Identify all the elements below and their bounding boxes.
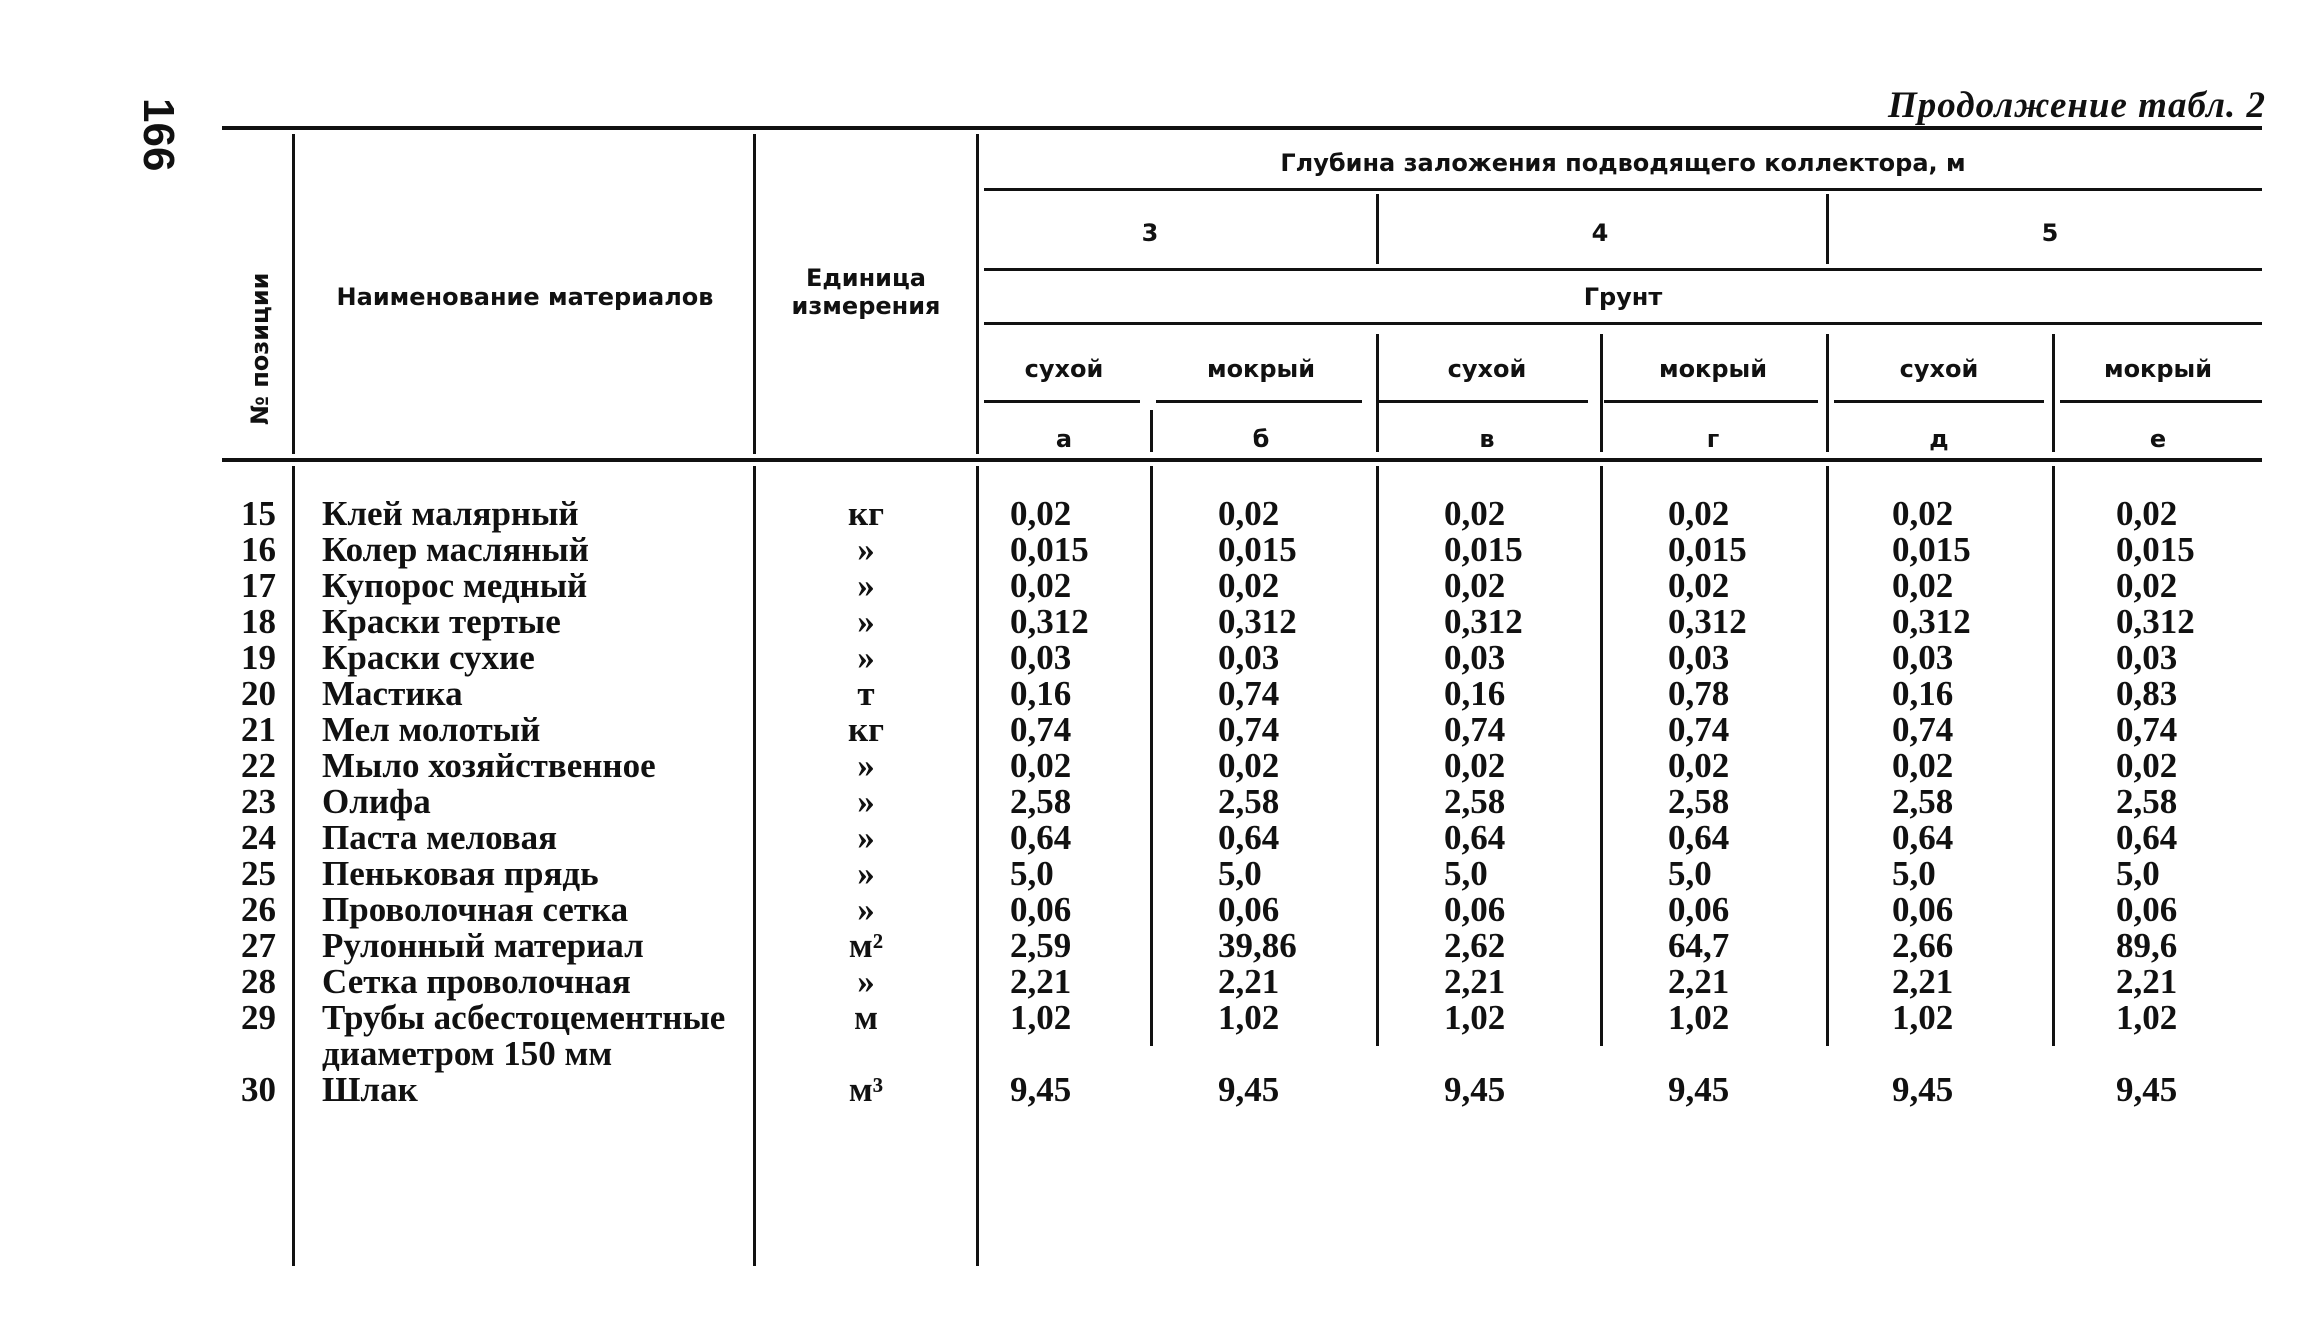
value-cell: 0,015 <box>1892 530 1971 569</box>
material-name: Колер масляный <box>322 530 589 569</box>
unit-value: » <box>857 638 875 677</box>
material-name: Проволочная сетка <box>322 890 629 929</box>
value-cell: 0,02 <box>1892 494 1954 533</box>
value-cell: 2,66 <box>1892 926 1954 965</box>
value-cell: 2,58 <box>1444 782 1506 821</box>
value-cell: 0,06 <box>1218 890 1280 929</box>
letter-d: г <box>1706 425 1720 453</box>
letter-b: б <box>1252 425 1270 453</box>
value-cell: 0,03 <box>1668 638 1730 677</box>
value-cell: 0,03 <box>1010 638 1072 677</box>
soil-rule-3 <box>1378 400 1588 403</box>
value-cell: 2,21 <box>1218 962 1280 1001</box>
unit-value: т <box>857 674 875 713</box>
soil-rule-2 <box>1156 400 1362 403</box>
col-divider-name-body <box>753 466 756 1266</box>
value-cell: 9,45 <box>2116 1070 2178 1109</box>
body-divider-5 <box>2052 466 2055 1046</box>
body-divider-3 <box>1600 466 1603 1046</box>
value-cell: 1,02 <box>1218 998 1280 1037</box>
value-cell: 0,74 <box>2116 710 2178 749</box>
col-divider-pos <box>292 134 295 454</box>
value-cell: 0,06 <box>1444 890 1506 929</box>
top-rule <box>222 126 2262 130</box>
value-cell: 1,02 <box>1444 998 1506 1037</box>
letter-c: в <box>1479 425 1495 453</box>
soil-rule-5 <box>1834 400 2044 403</box>
soil-b: мокрый <box>1206 355 1316 383</box>
value-cell: 0,312 <box>1668 602 1747 641</box>
value-cell: 2,58 <box>1892 782 1954 821</box>
depth-4: 4 <box>1591 219 1609 247</box>
body-divider-4 <box>1826 466 1829 1046</box>
row-number: 21 <box>241 710 276 749</box>
value-cell: 0,02 <box>1010 494 1072 533</box>
value-cell: 9,45 <box>1892 1070 1954 1109</box>
value-cell: 9,45 <box>1218 1070 1280 1109</box>
body-divider-2 <box>1376 466 1379 1046</box>
unit-value: » <box>857 746 875 785</box>
row-number: 19 <box>241 638 276 677</box>
row-number: 20 <box>241 674 276 713</box>
name-header: Наименование материалов <box>336 283 714 311</box>
value-cell: 0,02 <box>2116 494 2178 533</box>
value-cell: 1,02 <box>1892 998 1954 1037</box>
value-cell: 2,21 <box>1668 962 1730 1001</box>
value-cell: 9,45 <box>1010 1070 1072 1109</box>
unit-value: кг <box>847 710 885 749</box>
value-cell: 0,03 <box>2116 638 2178 677</box>
value-cell: 1,02 <box>1668 998 1730 1037</box>
material-name: Шлак <box>322 1070 418 1109</box>
value-cell: 0,74 <box>1218 674 1280 713</box>
soil-rule-6 <box>2060 400 2262 403</box>
soil-title-rule <box>984 322 2262 325</box>
soil-e: сухой <box>1899 355 1979 383</box>
value-cell: 1,02 <box>2116 998 2178 1037</box>
value-cell: 0,02 <box>1668 746 1730 785</box>
value-cell: 2,58 <box>2116 782 2178 821</box>
soil-f: мокрый <box>2103 355 2213 383</box>
value-cell: 2,21 <box>2116 962 2178 1001</box>
value-cell: 0,74 <box>1444 710 1506 749</box>
value-cell: 2,59 <box>1010 926 1072 965</box>
material-name: Краски сухие <box>322 638 535 677</box>
page-number: 166 <box>134 98 183 172</box>
value-cell: 0,02 <box>1444 494 1506 533</box>
depth-divider-2 <box>1826 194 1829 264</box>
value-cell: 0,02 <box>1218 566 1280 605</box>
value-cell: 0,02 <box>2116 566 2178 605</box>
value-cell: 0,02 <box>1444 566 1506 605</box>
value-cell: 1,02 <box>1010 998 1072 1037</box>
soil-divider-1 <box>1150 410 1153 452</box>
material-name: Олифа <box>322 782 431 821</box>
col-divider-pos-body <box>292 466 295 1266</box>
value-cell: 0,64 <box>1668 818 1730 857</box>
col-divider-unit-body <box>976 466 979 1266</box>
row-number: 29 <box>241 998 276 1037</box>
value-cell: 0,015 <box>1010 530 1089 569</box>
value-cell: 5,0 <box>1892 854 1936 893</box>
col-divider-name <box>753 134 756 454</box>
value-cell: 0,16 <box>1010 674 1072 713</box>
value-cell: 0,64 <box>1444 818 1506 857</box>
value-cell: 5,0 <box>1668 854 1712 893</box>
value-cell: 9,45 <box>1444 1070 1506 1109</box>
continuation-title: Продолжение табл. 2 <box>1888 85 2266 126</box>
soil-title: Грунт <box>1583 283 1663 311</box>
pos-header: № позиции <box>246 272 274 425</box>
value-cell: 0,312 <box>1218 602 1297 641</box>
unit-value: м² <box>848 926 884 965</box>
value-cell: 2,21 <box>1892 962 1954 1001</box>
value-cell: 5,0 <box>1218 854 1262 893</box>
value-cell: 0,06 <box>1892 890 1954 929</box>
unit-header-text: Единица измерения <box>791 264 941 320</box>
material-name: Трубы асбестоцементные <box>322 998 726 1037</box>
row-number: 25 <box>241 854 276 893</box>
value-cell: 0,16 <box>1892 674 1954 713</box>
value-cell: 0,02 <box>1444 746 1506 785</box>
value-cell: 2,58 <box>1010 782 1072 821</box>
value-cell: 64,7 <box>1668 926 1730 965</box>
value-cell: 2,21 <box>1444 962 1506 1001</box>
letter-f: е <box>2149 425 2167 453</box>
material-name: Пеньковая прядь <box>322 854 599 893</box>
value-cell: 0,312 <box>1010 602 1089 641</box>
soil-divider-5 <box>2052 334 2055 452</box>
row-number: 23 <box>241 782 276 821</box>
soil-divider-4 <box>1826 334 1829 452</box>
value-cell: 0,03 <box>1892 638 1954 677</box>
value-cell: 0,02 <box>2116 746 2178 785</box>
value-cell: 0,02 <box>1218 746 1280 785</box>
unit-value: » <box>857 854 875 893</box>
material-name: Мыло хозяйственное <box>322 746 656 785</box>
value-cell: 2,58 <box>1668 782 1730 821</box>
row-number: 28 <box>241 962 276 1001</box>
depth-divider-1 <box>1376 194 1379 264</box>
value-cell: 5,0 <box>1010 854 1054 893</box>
value-cell: 0,64 <box>1010 818 1072 857</box>
depth-3: 3 <box>1141 219 1159 247</box>
unit-value: » <box>857 890 875 929</box>
depth-title-rule <box>984 188 2262 191</box>
depth-5: 5 <box>2041 219 2059 247</box>
row-number: 26 <box>241 890 276 929</box>
value-cell: 0,03 <box>1218 638 1280 677</box>
unit-header <box>760 264 972 320</box>
value-cell: 0,02 <box>1892 566 1954 605</box>
value-cell: 0,74 <box>1218 710 1280 749</box>
row-number: 17 <box>241 566 276 605</box>
depth-values-rule <box>984 268 2262 271</box>
unit-value: м³ <box>848 1070 884 1109</box>
soil-divider-3 <box>1600 334 1603 452</box>
value-cell: 0,015 <box>1668 530 1747 569</box>
unit-value: » <box>857 818 875 857</box>
value-cell: 0,02 <box>1010 566 1072 605</box>
soil-c: сухой <box>1447 355 1527 383</box>
value-cell: 0,02 <box>1668 494 1730 533</box>
value-cell: 0,83 <box>2116 674 2178 713</box>
value-cell: 2,62 <box>1444 926 1506 965</box>
unit-value: » <box>857 782 875 821</box>
material-name: Паста меловая <box>322 818 558 857</box>
value-cell: 0,02 <box>1892 746 1954 785</box>
letter-a: а <box>1055 425 1073 453</box>
body-divider-1 <box>1150 466 1153 1046</box>
row-number: 22 <box>241 746 276 785</box>
value-cell: 0,312 <box>1892 602 1971 641</box>
unit-value: » <box>857 962 875 1001</box>
value-cell: 5,0 <box>1444 854 1488 893</box>
value-cell: 0,78 <box>1668 674 1730 713</box>
value-cell: 0,64 <box>2116 818 2178 857</box>
unit-value: » <box>857 566 875 605</box>
value-cell: 0,74 <box>1892 710 1954 749</box>
value-cell: 0,74 <box>1010 710 1072 749</box>
row-number: 27 <box>241 926 276 965</box>
material-name: Клей малярный <box>322 494 579 533</box>
material-name-cont: диаметром 150 мм <box>322 1034 613 1073</box>
value-cell: 0,06 <box>2116 890 2178 929</box>
row-number: 15 <box>241 494 276 533</box>
value-cell: 0,312 <box>2116 602 2195 641</box>
soil-a: сухой <box>1024 355 1104 383</box>
row-number: 30 <box>241 1070 276 1109</box>
value-cell: 5,0 <box>2116 854 2160 893</box>
depth-title: Глубина заложения подводящего коллектора, м <box>1280 149 1966 177</box>
value-cell: 89,6 <box>2116 926 2178 965</box>
value-cell: 0,02 <box>1010 746 1072 785</box>
value-cell: 0,02 <box>1668 566 1730 605</box>
material-name: Мел молотый <box>322 710 541 749</box>
soil-d: мокрый <box>1658 355 1768 383</box>
col-divider-unit <box>976 134 979 454</box>
value-cell: 0,015 <box>1218 530 1297 569</box>
value-cell: 0,64 <box>1892 818 1954 857</box>
value-cell: 0,16 <box>1444 674 1506 713</box>
value-cell: 0,015 <box>1444 530 1523 569</box>
value-cell: 9,45 <box>1668 1070 1730 1109</box>
value-cell: 0,312 <box>1444 602 1523 641</box>
material-name: Рулонный материал <box>322 926 644 965</box>
row-number: 18 <box>241 602 276 641</box>
value-cell: 0,03 <box>1444 638 1506 677</box>
value-cell: 0,06 <box>1668 890 1730 929</box>
material-name: Краски тертые <box>322 602 561 641</box>
header-bottom-rule <box>222 458 2262 462</box>
unit-value: » <box>857 530 875 569</box>
soil-divider-2 <box>1376 334 1379 452</box>
material-name: Мастика <box>322 674 463 713</box>
material-name: Купорос медный <box>322 566 588 605</box>
value-cell: 0,06 <box>1010 890 1072 929</box>
soil-rule-4 <box>1604 400 1818 403</box>
unit-value: кг <box>847 494 885 533</box>
row-number: 16 <box>241 530 276 569</box>
value-cell: 39,86 <box>1218 926 1297 965</box>
unit-value: м <box>854 998 878 1037</box>
value-cell: 0,64 <box>1218 818 1280 857</box>
value-cell: 0,74 <box>1668 710 1730 749</box>
value-cell: 0,02 <box>1218 494 1280 533</box>
value-cell: 2,21 <box>1010 962 1072 1001</box>
material-name: Сетка проволочная <box>322 962 631 1001</box>
value-cell: 0,015 <box>2116 530 2195 569</box>
soil-rule-1 <box>984 400 1140 403</box>
letter-e: д <box>1929 425 1949 453</box>
unit-value: » <box>857 602 875 641</box>
value-cell: 2,58 <box>1218 782 1280 821</box>
row-number: 24 <box>241 818 276 857</box>
